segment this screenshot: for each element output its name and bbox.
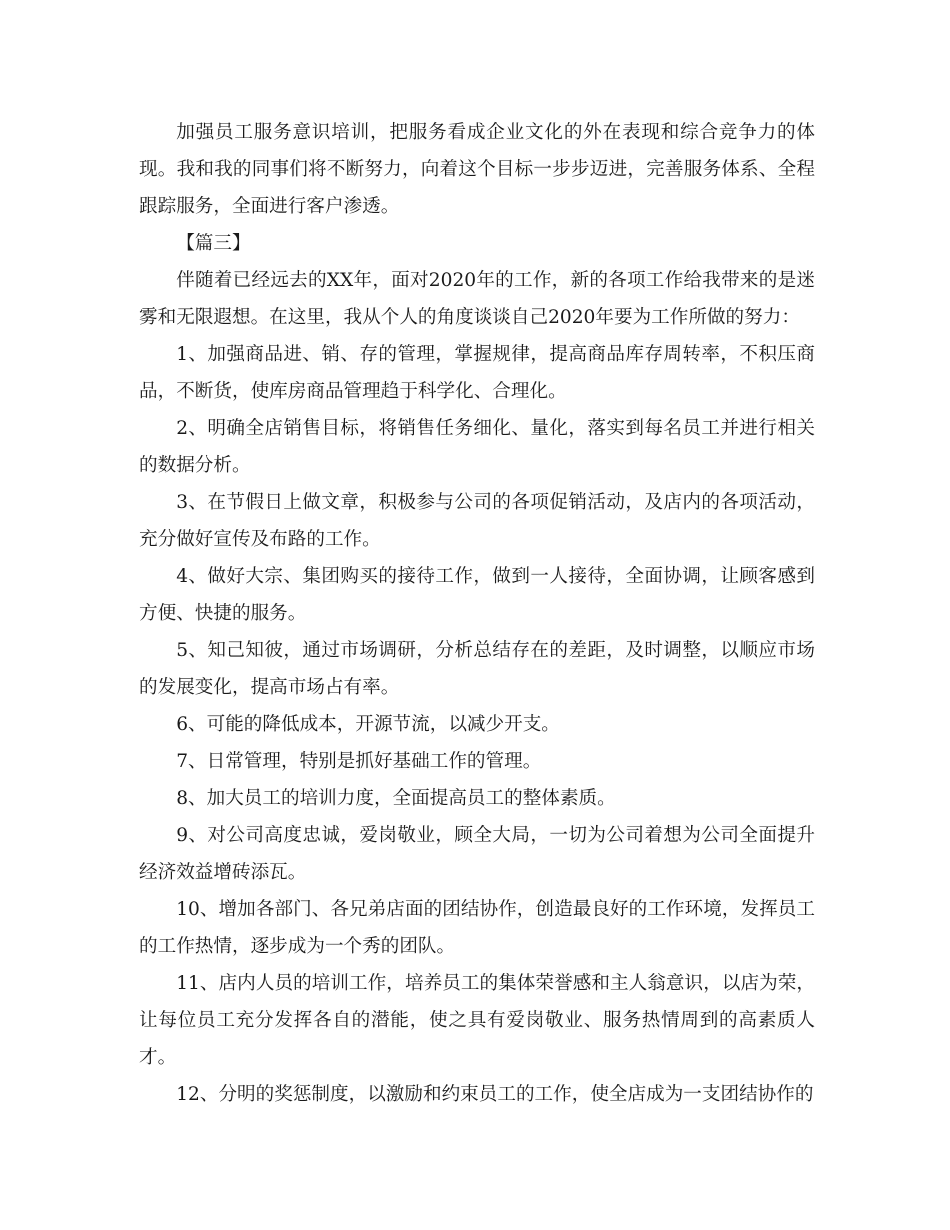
list-item-5: 5、知己知彼，通过市场调研，分析总结存在的差距，及时调整，以顺应市场的发展变化，提高市场占有率。 [139, 640, 815, 698]
list-item-2: 2、明确全店销售目标，将销售任务细化、量化，落实到每名员工并进行相关的数据分析。 [139, 418, 815, 476]
list-item-4: 4、做好大宗、集团购买的接待工作，做到一人接待，全面协调，让顾客感到方便、快捷的服务。 [139, 566, 815, 624]
list-item-11: 11、店内人员的培训工作，培养员工的集体荣誉感和主人翁意识，以店为荣，让每位员工充分发挥各自的潜能，使之具有爱岗敬业、服务热情周到的高素质人才。 [139, 973, 815, 1068]
list-item-12: 12、分明的奖惩制度，以激励和约束员工的工作，使全店成为一支团结协作的 [176, 1084, 814, 1105]
section-heading: 【篇三】 [176, 233, 251, 254]
list-item-1: 1、加强商品进、销、存的管理，掌握规律，提高商品库存周转率，不积压商品，不断货，使库房商品管理趋于科学化、合理化。 [139, 344, 815, 402]
list-item-3: 3、在节假日上做文章，积极参与公司的各项促销活动，及店内的各项活动，充分做好宣传及布路的工作。 [139, 492, 815, 550]
list-item-8: 8、加大员工的培训力度，全面提高员工的整体素质。 [176, 788, 616, 809]
paragraph-opening: 伴随着已经远去的XX年，面对2020年的工作，新的各项工作给我带来的是迷雾和无限遐想。在这里，我从个人的角度谈谈自己2020年要为工作所做的努力： [139, 270, 815, 328]
list-item-10: 10、增加各部门、各兄弟店面的团结协作，创造最良好的工作环境，发挥员工的工作热情，逐步成为一个秀的团队。 [139, 899, 815, 957]
list-item-6: 6、可能的降低成本，开源节流，以减少开支。 [176, 714, 560, 735]
list-item-7: 7、日常管理，特别是抓好基础工作的管理。 [176, 751, 542, 772]
document-body [139, 114, 815, 1113]
list-item-9: 9、对公司高度忠诚，爱岗敬业，顾全大局，一切为公司着想为公司全面提升经济效益增砖添瓦。 [139, 825, 815, 883]
paragraph-intro: 加强员工服务意识培训，把服务看成企业文化的外在表现和综合竞争力的体现。我和我的同事们将不断努力，向着这个目标一步步迈进，完善服务体系、全程跟踪服务，全面进行客户渗透。 [139, 122, 815, 217]
